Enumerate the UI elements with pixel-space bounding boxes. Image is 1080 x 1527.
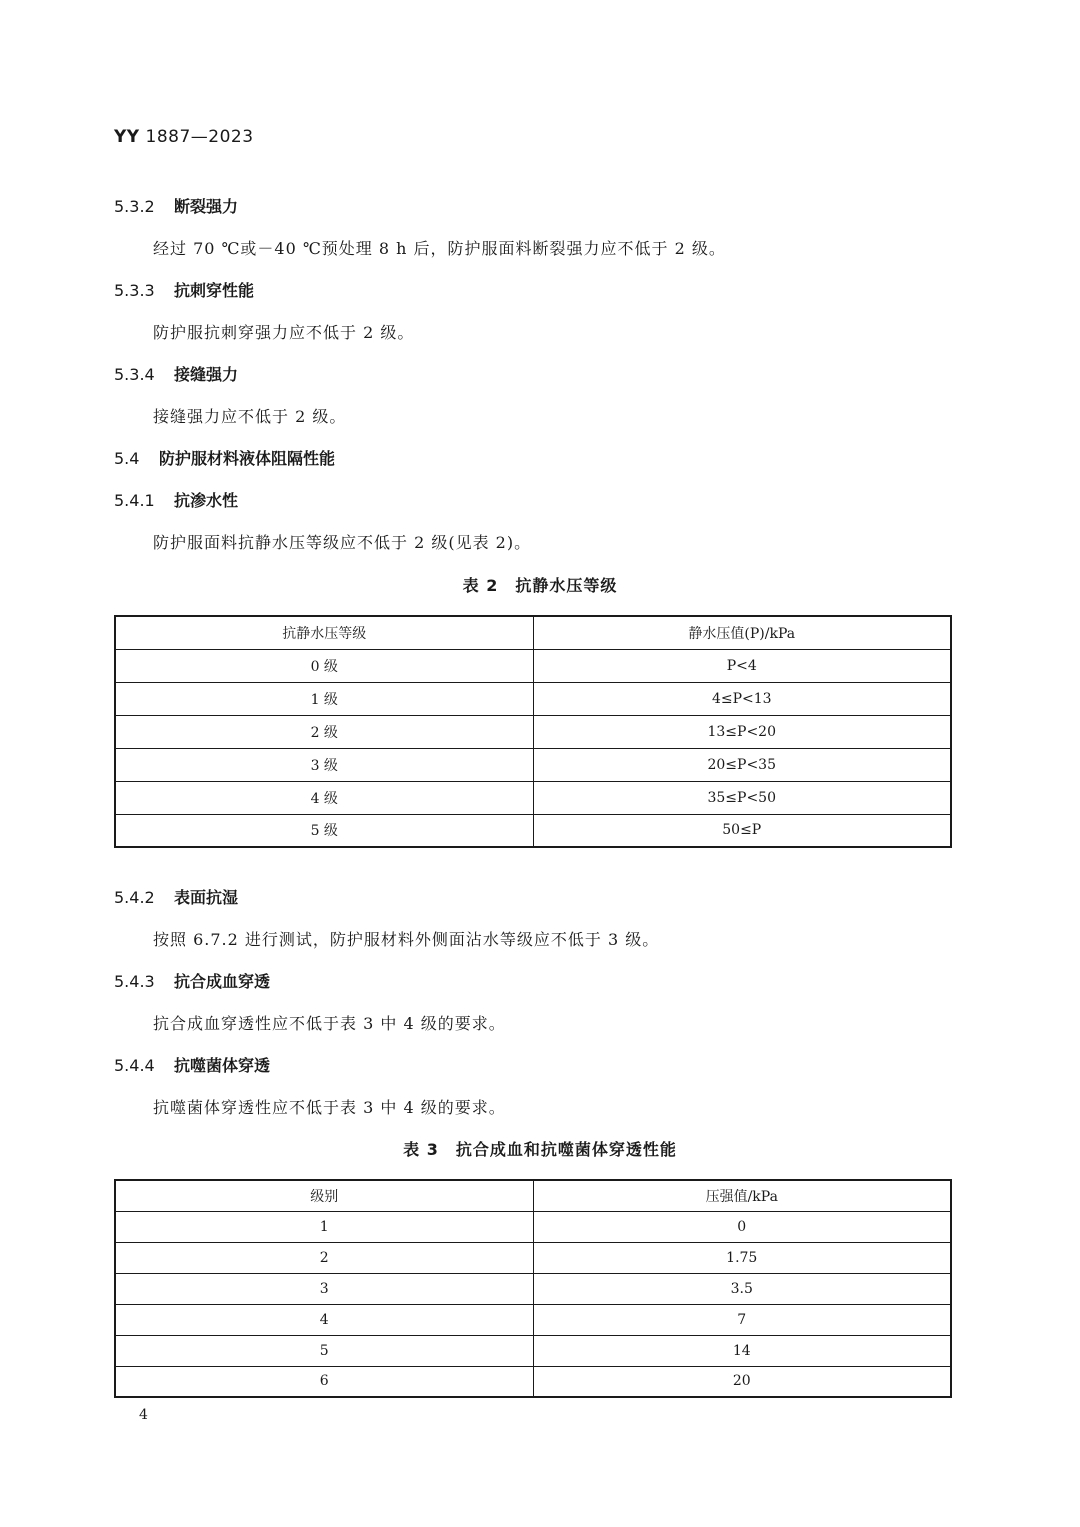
table-header-row (115, 616, 951, 649)
value-cell: 13≤P<20 (533, 715, 951, 748)
table-2 (114, 615, 952, 848)
table-row (115, 682, 951, 715)
table-3-caption: 表 3 抗合成血和抗噬菌体穿透性能 (403, 1140, 677, 1159)
value-cell: P<4 (533, 649, 951, 682)
para-5-3-2: 经过 70 ℃或－40 ℃预处理 8 h 后，防护服面料断裂强力应不低于 2 级。 (153, 239, 726, 258)
value-cell: 35≤P<50 (533, 781, 951, 814)
section-title: 断裂强力 (174, 197, 239, 216)
table-row (115, 715, 951, 748)
para-5-4-1: 防护服面料抗静水压等级应不低于 2 级(见表 2)。 (153, 533, 532, 552)
grade-cell: 2 级 (115, 715, 533, 748)
heading-5-4-4 (114, 1053, 270, 1076)
section-number: 5.4.4 (114, 1056, 155, 1075)
table-row (115, 1242, 951, 1273)
heading-5-3-4 (114, 362, 238, 385)
section-title: 抗刺穿性能 (174, 281, 255, 300)
para-5-3-3: 防护服抗刺穿强力应不低于 2 级。 (153, 323, 415, 342)
value-cell: 4≤P<13 (533, 682, 951, 715)
page-number: 4 (139, 1407, 148, 1423)
table-header-row (115, 1180, 951, 1211)
pressure-cell: 7 (533, 1304, 951, 1335)
heading-5-4-1 (114, 488, 238, 511)
standard-header (114, 127, 254, 147)
grade-cell: 1 级 (115, 682, 533, 715)
column-header: 抗静水压等级 (115, 616, 533, 649)
para-5-3-4: 接缝强力应不低于 2 级。 (153, 407, 347, 426)
level-cell: 4 (115, 1304, 533, 1335)
table-row (115, 1304, 951, 1335)
table-row (115, 1366, 951, 1397)
section-number: 5.3.3 (114, 281, 155, 300)
section-title: 表面抗湿 (174, 888, 239, 907)
heading-5-3-3 (114, 278, 254, 301)
heading-5-3-2 (114, 194, 238, 217)
section-number: 5.3.2 (114, 197, 155, 216)
column-header: 静水压值(P)/kPa (533, 616, 951, 649)
pressure-cell: 0 (533, 1211, 951, 1242)
grade-cell: 3 级 (115, 748, 533, 781)
grade-cell: 4 级 (115, 781, 533, 814)
table-row (115, 814, 951, 847)
table-row (115, 649, 951, 682)
table-row (115, 1273, 951, 1304)
pressure-cell: 14 (533, 1335, 951, 1366)
section-number: 5.4.2 (114, 888, 155, 907)
grade-cell: 5 级 (115, 814, 533, 847)
table-row (115, 1335, 951, 1366)
level-cell: 6 (115, 1366, 533, 1397)
column-header: 级别 (115, 1180, 533, 1211)
section-title: 接缝强力 (174, 365, 239, 384)
value-cell: 50≤P (533, 814, 951, 847)
section-number: 5.4 (114, 449, 140, 468)
table-row (115, 781, 951, 814)
table-3 (114, 1179, 952, 1398)
value-cell: 20≤P<35 (533, 748, 951, 781)
section-title: 抗渗水性 (174, 491, 239, 510)
table-2-caption: 表 2 抗静水压等级 (462, 576, 618, 595)
section-number: 5.4.3 (114, 972, 155, 991)
section-number: 5.4.1 (114, 491, 155, 510)
heading-5-4 (114, 446, 335, 469)
pressure-cell: 1.75 (533, 1242, 951, 1273)
grade-cell: 0 级 (115, 649, 533, 682)
pressure-cell: 3.5 (533, 1273, 951, 1304)
section-title: 抗合成血穿透 (174, 972, 271, 991)
pressure-cell: 20 (533, 1366, 951, 1397)
column-header: 压强值/kPa (533, 1180, 951, 1211)
table-row (115, 748, 951, 781)
table-row (115, 1211, 951, 1242)
standard-code: YY (114, 127, 140, 147)
para-5-4-4: 抗噬菌体穿透性应不低于表 3 中 4 级的要求。 (153, 1098, 506, 1117)
para-5-4-2: 按照 6.7.2 进行测试，防护服材料外侧面沾水等级应不低于 3 级。 (153, 930, 660, 949)
heading-5-4-3 (114, 969, 270, 992)
level-cell: 3 (115, 1273, 533, 1304)
level-cell: 1 (115, 1211, 533, 1242)
heading-5-4-2 (114, 885, 238, 908)
para-5-4-3: 抗合成血穿透性应不低于表 3 中 4 级的要求。 (153, 1014, 506, 1033)
section-title: 抗噬菌体穿透 (174, 1056, 271, 1075)
level-cell: 5 (115, 1335, 533, 1366)
standard-number: 1887—2023 (145, 127, 254, 147)
section-number: 5.3.4 (114, 365, 155, 384)
section-title: 防护服材料液体阻隔性能 (159, 449, 336, 468)
level-cell: 2 (115, 1242, 533, 1273)
